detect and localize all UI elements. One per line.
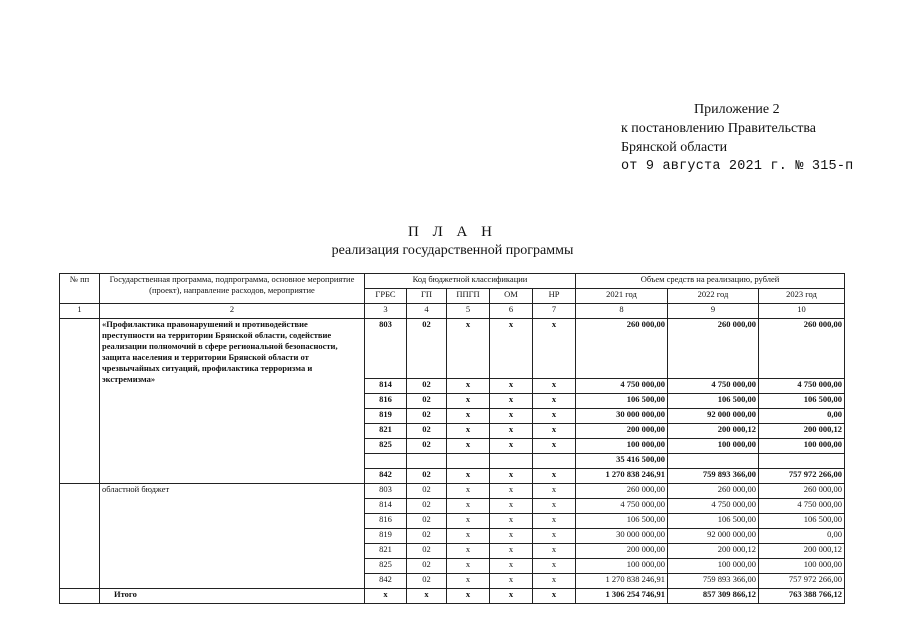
code-grbs: 821 [365,544,407,559]
code-grbs: 816 [365,514,407,529]
code-nr: х [533,439,576,454]
amount-y2021: 4 750 000,00 [576,379,668,394]
code-om: х [490,529,533,544]
code-gp: 02 [407,544,447,559]
amount-y2022: 200 000,12 [668,424,759,439]
amount-y2022: 106 500,00 [668,514,759,529]
column-number-row [60,304,845,319]
header-amount-group: Объем средств на реализацию, рублей [576,274,845,289]
plan-heading: П Л А Н [408,224,497,240]
code-ppgp: х [447,394,490,409]
amount-y2023: 260 000,00 [759,319,845,379]
row-number [60,484,100,589]
amount-y2022: 759 893 366,00 [668,469,759,484]
code-grbs: 814 [365,379,407,394]
budget-name: областной бюджет [100,484,365,589]
code-om: х [490,574,533,589]
header-code-group: Код бюджетной классификации [365,274,576,289]
code-grbs: 819 [365,529,407,544]
amount-y2022: 260 000,00 [668,319,759,379]
code-ppgp [447,454,490,469]
code-ppgp: х [447,379,490,394]
amount-y2021: 1 270 838 246,91 [576,469,668,484]
code-ppgp: х [447,409,490,424]
amount-y2023: 757 972 266,00 [759,469,845,484]
column-number: 6 [490,304,533,319]
code-gp: 02 [407,469,447,484]
code-ppgp: х [447,499,490,514]
code-nr: х [533,379,576,394]
code-gp: 02 [407,514,447,529]
code-om: х [490,424,533,439]
header-grbs: ГРБС [365,289,407,304]
code-nr: х [533,529,576,544]
code-gp: 02 [407,529,447,544]
header-y2022: 2022 год [668,289,759,304]
code-om: х [490,559,533,574]
header-num: № пп [60,274,100,304]
code-gp: 02 [407,499,447,514]
appendix-resolution: к постановлению Правительства [621,121,817,136]
amount-y2023: 100 000,00 [759,439,845,454]
header-y2023: 2023 год [759,289,845,304]
header-nr: НР [533,289,576,304]
code-om: х [490,469,533,484]
code-grbs: 814 [365,499,407,514]
column-number: 9 [668,304,759,319]
row-number [60,589,100,604]
amount-y2023: 100 000,00 [759,559,845,574]
total-nr: х [533,589,576,604]
code-om: х [490,319,533,379]
column-number: 4 [407,304,447,319]
total-y2023: 763 388 766,12 [759,589,845,604]
column-number: 3 [365,304,407,319]
amount-y2022 [668,454,759,469]
total-ppgp: х [447,589,490,604]
amount-y2022: 100 000,00 [668,559,759,574]
code-nr: х [533,574,576,589]
code-om: х [490,409,533,424]
code-gp: 02 [407,484,447,499]
header-y2021: 2021 год [576,289,668,304]
amount-y2021: 30 000 000,00 [576,409,668,424]
code-om: х [490,439,533,454]
code-ppgp: х [447,574,490,589]
plan-table [59,273,845,604]
code-ppgp: х [447,484,490,499]
code-grbs: 825 [365,559,407,574]
code-ppgp: х [447,544,490,559]
amount-y2021: 1 270 838 246,91 [576,574,668,589]
amount-y2022: 92 000 000,00 [668,409,759,424]
amount-y2021: 200 000,00 [576,544,668,559]
amount-y2023: 4 750 000,00 [759,379,845,394]
total-y2021: 1 306 254 746,91 [576,589,668,604]
code-ppgp: х [447,319,490,379]
code-ppgp: х [447,469,490,484]
amount-y2023: 0,00 [759,409,845,424]
total-y2022: 857 309 866,12 [668,589,759,604]
amount-y2023: 757 972 266,00 [759,574,845,589]
code-nr: х [533,469,576,484]
total-row [60,589,845,604]
amount-y2023: 4 750 000,00 [759,499,845,514]
appendix-block [621,100,853,176]
column-number: 8 [576,304,668,319]
code-nr: х [533,544,576,559]
amount-y2021: 4 750 000,00 [576,499,668,514]
amount-y2022: 106 500,00 [668,394,759,409]
amount-y2022: 92 000 000,00 [668,529,759,544]
code-gp: 02 [407,559,447,574]
code-nr: х [533,514,576,529]
header-name: Государственная программа, подпрограмма, основное мероприятие (проект), направление расходов, мероприятие [100,274,365,304]
amount-y2022: 4 750 000,00 [668,499,759,514]
code-om: х [490,514,533,529]
total-gp: х [407,589,447,604]
code-nr: х [533,484,576,499]
code-grbs: 821 [365,424,407,439]
code-gp: 02 [407,319,447,379]
amount-y2021: 260 000,00 [576,484,668,499]
amount-y2021: 200 000,00 [576,424,668,439]
code-nr [533,454,576,469]
code-grbs: 842 [365,469,407,484]
code-om: х [490,379,533,394]
amount-y2023 [759,454,845,469]
column-number: 10 [759,304,845,319]
code-nr: х [533,319,576,379]
code-gp: 02 [407,409,447,424]
amount-y2022: 260 000,00 [668,484,759,499]
amount-y2023: 200 000,12 [759,544,845,559]
code-gp: 02 [407,574,447,589]
code-gp: 02 [407,439,447,454]
code-om [490,454,533,469]
program-row [60,319,845,379]
code-ppgp: х [447,529,490,544]
amount-y2021: 106 500,00 [576,394,668,409]
code-nr: х [533,394,576,409]
code-gp [407,454,447,469]
code-ppgp: х [447,424,490,439]
column-number: 2 [100,304,365,319]
amount-y2022: 100 000,00 [668,439,759,454]
column-number: 5 [447,304,490,319]
code-grbs [365,454,407,469]
code-ppgp: х [447,559,490,574]
code-grbs: 803 [365,319,407,379]
column-number: 7 [533,304,576,319]
amount-y2021: 100 000,00 [576,439,668,454]
header-om: ОМ [490,289,533,304]
code-grbs: 842 [365,574,407,589]
row-number [60,319,100,484]
code-nr: х [533,559,576,574]
amount-y2021: 35 416 500,00 [576,454,668,469]
total-grbs: х [365,589,407,604]
appendix-title: Приложение 2 [694,102,780,117]
code-ppgp: х [447,439,490,454]
amount-y2023: 0,00 [759,529,845,544]
amount-y2022: 759 893 366,00 [668,574,759,589]
code-om: х [490,499,533,514]
code-grbs: 816 [365,394,407,409]
total-label: Итого [100,589,365,604]
code-grbs: 819 [365,409,407,424]
amount-y2022: 4 750 000,00 [668,379,759,394]
appendix-region: Брянской области [621,140,728,155]
header-row [60,274,845,289]
code-gp: 02 [407,379,447,394]
code-om: х [490,394,533,409]
code-om: х [490,544,533,559]
header-gp: ГП [407,289,447,304]
code-om: х [490,484,533,499]
column-number: 1 [60,304,100,319]
amount-y2021: 260 000,00 [576,319,668,379]
code-ppgp: х [447,514,490,529]
appendix-date-number: от 9 августа 2021 г. № 315-п [621,159,854,174]
code-nr: х [533,499,576,514]
amount-y2023: 260 000,00 [759,484,845,499]
code-gp: 02 [407,394,447,409]
code-gp: 02 [407,424,447,439]
total-om: х [490,589,533,604]
plan-subheading: реализация государственной программы [331,243,574,258]
budget-row [60,484,845,499]
amount-y2021: 100 000,00 [576,559,668,574]
program-name: «Профилактика правонарушений и противодействие преступности на территории Брянской области, содействие реализации полномочий в сфере региональной безопасности, защита населения и территории Брянской области от чрезвычайных ситуаций, профилактика терроризма и экстремизма» [100,319,365,484]
amount-y2023: 106 500,00 [759,514,845,529]
code-nr: х [533,409,576,424]
amount-y2021: 30 000 000,00 [576,529,668,544]
amount-y2023: 106 500,00 [759,394,845,409]
code-grbs: 825 [365,439,407,454]
amount-y2023: 200 000,12 [759,424,845,439]
code-grbs: 803 [365,484,407,499]
header-ppgp: ППГП [447,289,490,304]
code-nr: х [533,424,576,439]
amount-y2022: 200 000,12 [668,544,759,559]
amount-y2021: 106 500,00 [576,514,668,529]
